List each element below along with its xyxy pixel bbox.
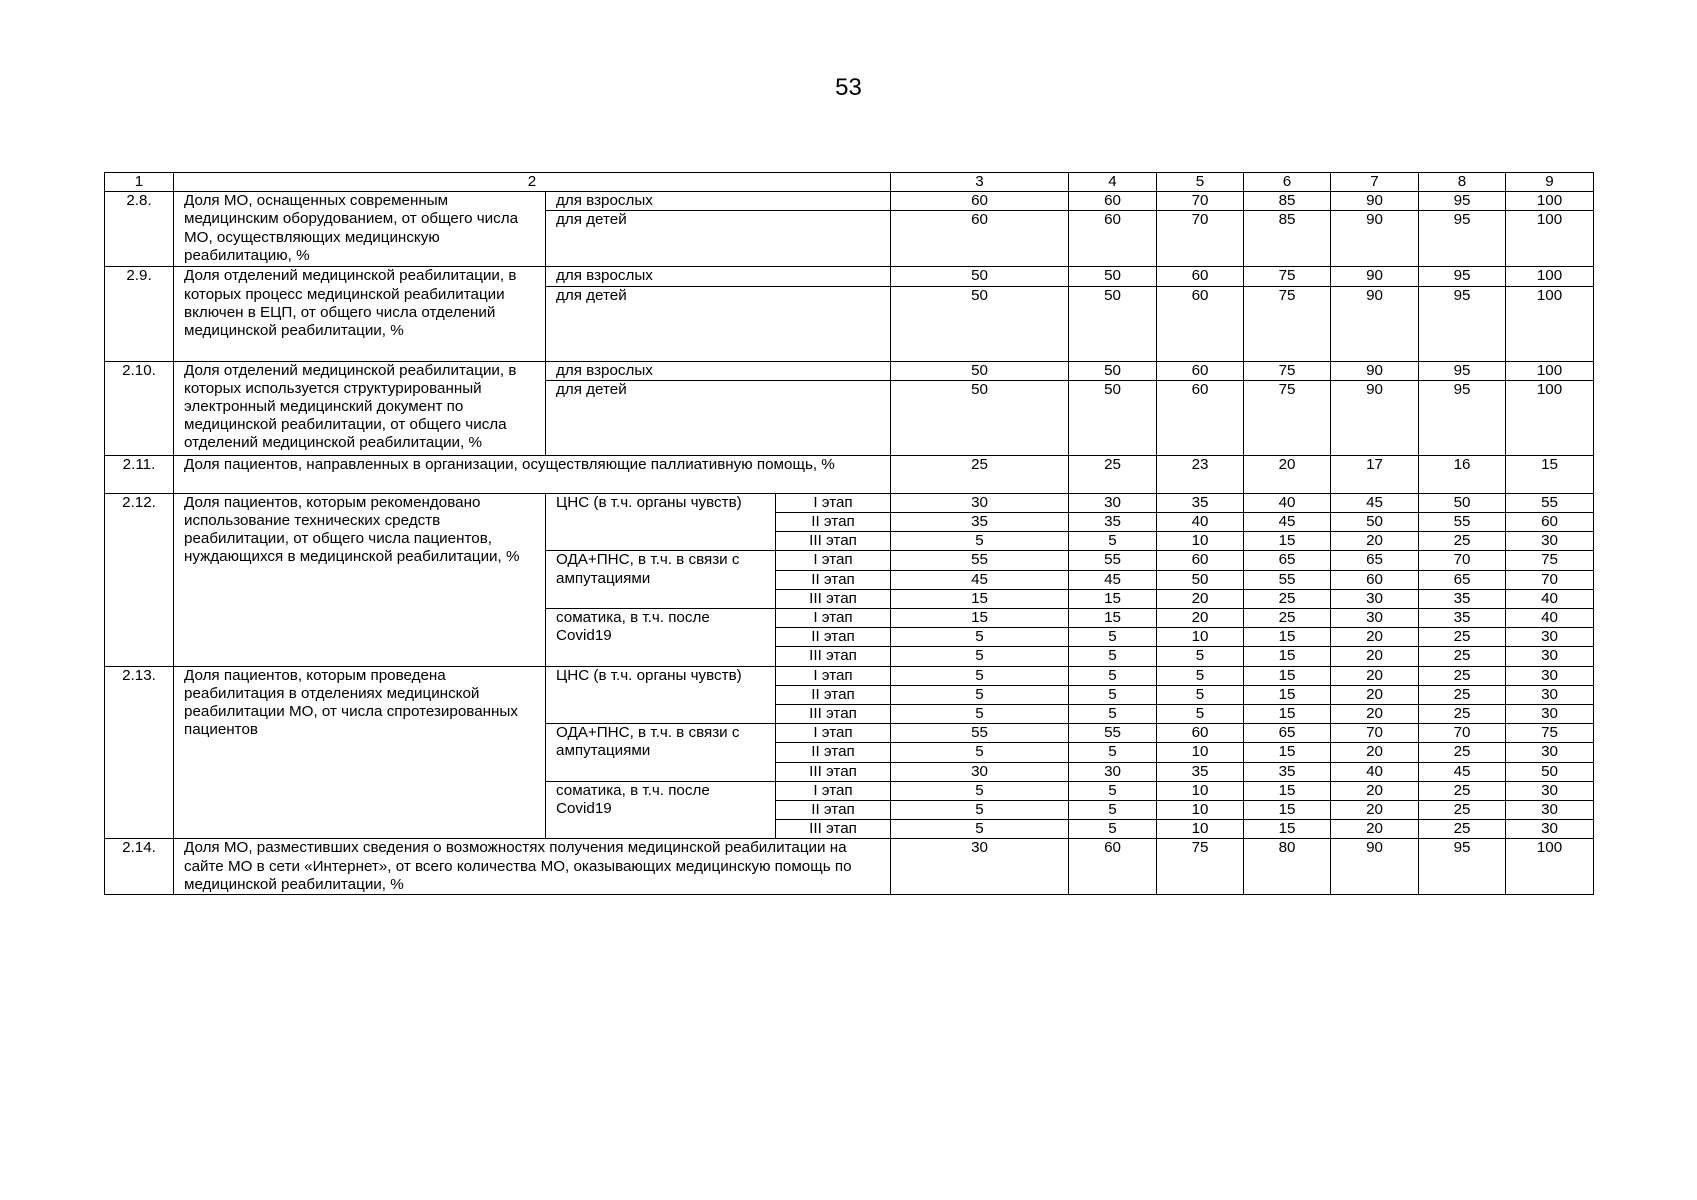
table-row [105,267,1594,286]
value-cell: 75 [1244,380,1331,455]
stage-label: II этап [776,513,891,532]
value-cell: 25 [1419,647,1506,666]
value-cell: 65 [1331,551,1419,570]
stage-label: II этап [776,743,891,762]
value-cell: 30 [1506,801,1594,820]
value-cell: 55 [1419,513,1506,532]
value-cell: 5 [1069,666,1157,685]
stage-label: III этап [776,762,891,781]
value-cell: 5 [1069,820,1157,839]
value-cell: 75 [1157,839,1244,895]
row-label: Доля пациентов, которым проведена реабилитация в отделениях медицинской реабилитации МО, от числа спротезированных пациентов [174,666,546,839]
value-cell: 60 [1331,570,1419,589]
value-cell: 90 [1331,192,1419,211]
table-row [105,361,1594,380]
value-cell: 100 [1506,286,1594,361]
value-cell: 40 [1244,493,1331,512]
value-cell: 25 [1419,743,1506,762]
header-cell: 9 [1506,173,1594,192]
row-label: Доля МО, оснащенных современным медицинским оборудованием, от общего числа МО, осуществляющих медицинскую реабилитацию, % [174,192,546,267]
value-cell: 5 [891,647,1069,666]
value-cell: 20 [1331,628,1419,647]
value-cell: 35 [1419,589,1506,608]
stage-label: I этап [776,609,891,628]
row-label: Доля пациентов, направленных в организации, осуществляющие паллиативную помощь, % [174,455,891,493]
value-cell: 15 [1244,820,1331,839]
group-label: ЦНС (в т.ч. органы чувств) [546,666,776,724]
stage-label: I этап [776,724,891,743]
row-number: 2.12. [105,493,174,666]
value-cell: 95 [1419,380,1506,455]
value-cell: 100 [1506,211,1594,267]
value-cell: 75 [1244,361,1331,380]
value-cell: 15 [1244,685,1331,704]
value-cell: 10 [1157,532,1244,551]
value-cell: 5 [891,820,1069,839]
subcategory: для детей [546,380,891,455]
value-cell: 25 [1419,532,1506,551]
value-cell: 35 [1069,513,1157,532]
header-cell: 4 [1069,173,1157,192]
value-cell: 90 [1331,211,1419,267]
stage-label: II этап [776,801,891,820]
stage-label: I этап [776,493,891,512]
value-cell: 90 [1331,361,1419,380]
group-label: ОДА+ПНС, в т.ч. в связи с ампутациями [546,551,776,609]
value-cell: 70 [1419,551,1506,570]
value-cell: 10 [1157,781,1244,800]
header-cell: 6 [1244,173,1331,192]
value-cell: 15 [1244,532,1331,551]
value-cell: 50 [1069,267,1157,286]
stage-label: III этап [776,705,891,724]
value-cell: 5 [1069,743,1157,762]
value-cell: 15 [1069,609,1157,628]
value-cell: 30 [1069,493,1157,512]
value-cell: 100 [1506,380,1594,455]
value-cell: 20 [1157,609,1244,628]
subcategory: для детей [546,211,891,267]
value-cell: 10 [1157,820,1244,839]
value-cell: 5 [1069,532,1157,551]
value-cell: 65 [1244,724,1331,743]
value-cell: 60 [1157,551,1244,570]
value-cell: 60 [1157,361,1244,380]
value-cell: 25 [1419,801,1506,820]
value-cell: 60 [1157,380,1244,455]
value-cell: 20 [1331,705,1419,724]
value-cell: 30 [1506,781,1594,800]
value-cell: 30 [1331,609,1419,628]
value-cell: 5 [1069,685,1157,704]
value-cell: 50 [1069,286,1157,361]
page-number: 53 [835,74,862,101]
value-cell: 45 [1244,513,1331,532]
value-cell: 95 [1419,286,1506,361]
header-cell: 1 [105,173,174,192]
row-label: Доля пациентов, которым рекомендовано использование технических средств реабилитации, от общего числа пациентов, нуждающихся в медицинской реабилитации, % [174,493,546,666]
value-cell: 30 [1506,532,1594,551]
value-cell: 30 [1506,820,1594,839]
value-cell: 55 [1506,493,1594,512]
value-cell: 20 [1157,589,1244,608]
value-cell: 65 [1244,551,1331,570]
value-cell: 90 [1331,286,1419,361]
value-cell: 20 [1331,743,1419,762]
value-cell: 50 [1069,361,1157,380]
row-number: 2.11. [105,455,174,493]
value-cell: 70 [1419,724,1506,743]
group-label: соматика, в т.ч. после Covid19 [546,781,776,839]
value-cell: 20 [1331,666,1419,685]
value-cell: 25 [1419,685,1506,704]
value-cell: 50 [891,267,1069,286]
stage-label: III этап [776,589,891,608]
value-cell: 35 [1419,609,1506,628]
value-cell: 60 [1069,192,1157,211]
value-cell: 70 [1157,192,1244,211]
value-cell: 45 [891,570,1069,589]
row-number: 2.14. [105,839,174,895]
value-cell: 75 [1244,267,1331,286]
value-cell: 90 [1331,380,1419,455]
value-cell: 95 [1419,267,1506,286]
value-cell: 50 [891,361,1069,380]
value-cell: 10 [1157,628,1244,647]
value-cell: 50 [891,286,1069,361]
value-cell: 60 [1157,724,1244,743]
stage-label: II этап [776,628,891,647]
value-cell: 90 [1331,267,1419,286]
value-cell: 20 [1331,820,1419,839]
row-number: 2.13. [105,666,174,839]
value-cell: 5 [891,628,1069,647]
value-cell: 80 [1244,839,1331,895]
value-cell: 20 [1331,685,1419,704]
value-cell: 25 [1419,781,1506,800]
value-cell: 60 [1069,839,1157,895]
value-cell: 60 [1069,211,1157,267]
value-cell: 55 [1069,724,1157,743]
value-cell: 95 [1419,211,1506,267]
value-cell: 5 [891,666,1069,685]
group-label: ОДА+ПНС, в т.ч. в связи с ампутациями [546,724,776,782]
value-cell: 55 [1069,551,1157,570]
group-label: ЦНС (в т.ч. органы чувств) [546,493,776,551]
header-cell: 8 [1419,173,1506,192]
value-cell: 50 [891,380,1069,455]
value-cell: 15 [891,609,1069,628]
value-cell: 5 [1069,801,1157,820]
value-cell: 70 [1157,211,1244,267]
stage-label: I этап [776,551,891,570]
value-cell: 5 [891,781,1069,800]
value-cell: 75 [1244,286,1331,361]
value-cell: 5 [1157,685,1244,704]
value-cell: 30 [1506,666,1594,685]
row-label: Доля МО, разместивших сведения о возможностях получения медицинской реабилитации на сайте МО в сети «Интернет», от всего количества МО, оказывающих медицинскую помощь по медицинской реабилитации, % [174,839,891,895]
subcategory: для взрослых [546,192,891,211]
value-cell: 15 [1244,647,1331,666]
row-label: Доля отделений медицинской реабилитации, в которых процесс медицинской реабилитации включен в ЕЦП, от общего числа отделений медицинской реабилитации, % [174,267,546,361]
value-cell: 30 [1506,628,1594,647]
value-cell: 5 [891,801,1069,820]
value-cell: 5 [1069,628,1157,647]
value-cell: 40 [1331,762,1419,781]
value-cell: 45 [1419,762,1506,781]
value-cell: 30 [891,762,1069,781]
stage-label: I этап [776,781,891,800]
value-cell: 30 [1506,705,1594,724]
value-cell: 30 [891,493,1069,512]
value-cell: 100 [1506,192,1594,211]
row-number: 2.8. [105,192,174,267]
subcategory: для детей [546,286,891,361]
value-cell: 5 [891,685,1069,704]
value-cell: 50 [1331,513,1419,532]
value-cell: 10 [1157,801,1244,820]
value-cell: 35 [1157,493,1244,512]
value-cell: 25 [1419,666,1506,685]
value-cell: 95 [1419,361,1506,380]
stage-label: III этап [776,647,891,666]
group-label: соматика, в т.ч. после Covid19 [546,609,776,667]
value-cell: 5 [1069,781,1157,800]
value-cell: 95 [1419,839,1506,895]
value-cell: 15 [1244,705,1331,724]
value-cell: 5 [891,532,1069,551]
table-row [105,192,1594,211]
value-cell: 10 [1157,743,1244,762]
value-cell: 15 [1506,455,1594,493]
value-cell: 15 [1069,589,1157,608]
stage-label: III этап [776,532,891,551]
value-cell: 45 [1331,493,1419,512]
indicators-table [104,172,1594,895]
value-cell: 55 [891,724,1069,743]
stage-label: I этап [776,666,891,685]
value-cell: 30 [891,839,1069,895]
row-label: Доля отделений медицинской реабилитации, в которых используется структурированный электронный медицинский документ по медицинской реабилитации, от общего числа отделений медицинской реабилитации, % [174,361,546,455]
value-cell: 60 [891,211,1069,267]
value-cell: 5 [891,743,1069,762]
stage-label: II этап [776,570,891,589]
value-cell: 5 [1069,647,1157,666]
value-cell: 30 [1506,685,1594,704]
value-cell: 35 [891,513,1069,532]
value-cell: 20 [1331,532,1419,551]
value-cell: 85 [1244,211,1331,267]
value-cell: 5 [1069,705,1157,724]
value-cell: 25 [891,455,1069,493]
value-cell: 60 [1506,513,1594,532]
value-cell: 40 [1157,513,1244,532]
value-cell: 15 [891,589,1069,608]
subcategory: для взрослых [546,361,891,380]
header-cell: 5 [1157,173,1244,192]
value-cell: 50 [1419,493,1506,512]
value-cell: 23 [1157,455,1244,493]
value-cell: 25 [1419,705,1506,724]
table-row [105,493,1594,512]
table-row [105,666,1594,685]
value-cell: 15 [1244,801,1331,820]
value-cell: 25 [1244,589,1331,608]
value-cell: 75 [1506,724,1594,743]
value-cell: 20 [1331,781,1419,800]
value-cell: 100 [1506,361,1594,380]
value-cell: 60 [1157,286,1244,361]
value-cell: 15 [1244,743,1331,762]
value-cell: 85 [1244,192,1331,211]
value-cell: 16 [1419,455,1506,493]
value-cell: 50 [1069,380,1157,455]
value-cell: 30 [1331,589,1419,608]
value-cell: 50 [1157,570,1244,589]
value-cell: 15 [1244,628,1331,647]
stage-label: II этап [776,685,891,704]
value-cell: 25 [1419,628,1506,647]
value-cell: 5 [891,705,1069,724]
value-cell: 60 [891,192,1069,211]
subcategory: для взрослых [546,267,891,286]
header-row [105,173,1594,192]
value-cell: 20 [1331,801,1419,820]
value-cell: 30 [1506,647,1594,666]
value-cell: 70 [1331,724,1419,743]
header-cell: 2 [174,173,891,192]
value-cell: 20 [1331,647,1419,666]
value-cell: 55 [1244,570,1331,589]
value-cell: 35 [1157,762,1244,781]
table-row [105,455,1594,493]
value-cell: 40 [1506,589,1594,608]
stage-label: III этап [776,820,891,839]
value-cell: 60 [1157,267,1244,286]
value-cell: 5 [1157,666,1244,685]
value-cell: 25 [1244,609,1331,628]
value-cell: 25 [1069,455,1157,493]
row-number: 2.10. [105,361,174,455]
value-cell: 17 [1331,455,1419,493]
value-cell: 45 [1069,570,1157,589]
value-cell: 55 [891,551,1069,570]
value-cell: 35 [1244,762,1331,781]
header-cell: 3 [891,173,1069,192]
table-row [105,839,1594,895]
row-number: 2.9. [105,267,174,361]
header-cell: 7 [1331,173,1419,192]
value-cell: 15 [1244,666,1331,685]
value-cell: 90 [1331,839,1419,895]
value-cell: 30 [1506,743,1594,762]
value-cell: 25 [1419,820,1506,839]
value-cell: 70 [1506,570,1594,589]
value-cell: 50 [1506,762,1594,781]
value-cell: 75 [1506,551,1594,570]
value-cell: 15 [1244,781,1331,800]
value-cell: 5 [1157,705,1244,724]
value-cell: 95 [1419,192,1506,211]
value-cell: 100 [1506,267,1594,286]
value-cell: 40 [1506,609,1594,628]
value-cell: 30 [1069,762,1157,781]
value-cell: 5 [1157,647,1244,666]
value-cell: 100 [1506,839,1594,895]
value-cell: 65 [1419,570,1506,589]
value-cell: 20 [1244,455,1331,493]
